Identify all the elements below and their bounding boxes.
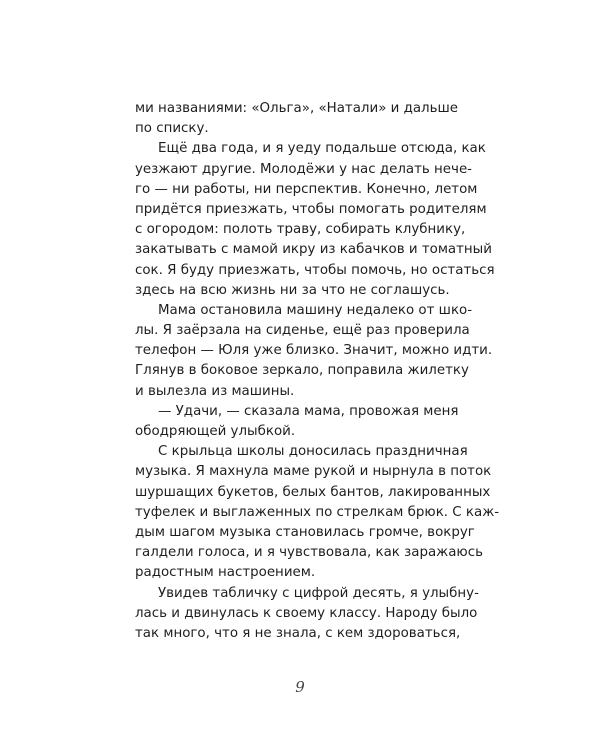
text-line: ободряющей улыбкой. [135,424,296,439]
text-line: С крыльца школы доносилась праздничная [158,444,468,460]
paragraph [135,584,479,645]
text-line: лы. Я заёрзала на сиденье, ещё раз проверила [135,323,470,339]
text-line: по списку. [135,121,209,137]
text-line: музыка. Я махнула маме рукой и нырнула в поток [135,464,492,480]
text-line: радостным настроением. [135,565,316,581]
text-line: го — ни работы, ни перспектив. Конечно, летом [135,181,478,197]
text-line: и вылезла из машины. [135,383,295,399]
paragraph [135,301,493,402]
paragraph [135,139,495,301]
text-line: дым шагом музыка становилась громче, вокруг [135,524,475,540]
text-line: Ещё два года, и я уеду подальше отсюда, как [158,141,486,157]
text-line: так много, что я не знала, с кем здороваться, [135,625,461,641]
text-line: с огородом: полоть траву, собирать клубнику, [135,222,466,238]
text-line: туфелек и выглаженных по стрелкам брюк. С каж- [135,504,500,520]
text-line: Увидев табличку с цифрой десять, я улыбну- [158,585,479,601]
text-line: сок. Я буду приезжать, чтобы помочь, но остаться [135,262,495,278]
text-line: Мама остановила машину недалеко от шко- [158,302,473,318]
text-line: — Удачи, — сказала мама, провожая меня [158,403,459,419]
text-line: шуршащих букетов, белых бантов, лакированных [135,484,491,500]
text-line: телефон — Юля уже близко. Значит, можно идти. [135,343,493,359]
text-line: здесь на всю жизнь ни за что не соглашусь. [135,282,450,298]
text-line: лась и двинулась к своему классу. Народу было [135,605,478,621]
book-page-text [135,99,500,644]
paragraph [135,99,459,139]
paragraph [135,442,500,583]
page-number: 9 [295,678,305,696]
text-line: ми названиями: «Ольга», «Натали» и дальше [135,101,459,116]
paragraph [135,402,459,442]
text-line: закатывать с мамой икру из кабачков и томатный [135,242,492,258]
text-line: Глянув в боковое зеркало, поправила жилетку [135,363,469,379]
text-line: придётся приезжать, чтобы помогать родителям [135,201,487,217]
text-line: галдели голоса, и я чувствовала, как заражаюсь [135,545,483,561]
text-line: уезжают другие. Молодёжи у нас делать нече- [135,161,473,177]
